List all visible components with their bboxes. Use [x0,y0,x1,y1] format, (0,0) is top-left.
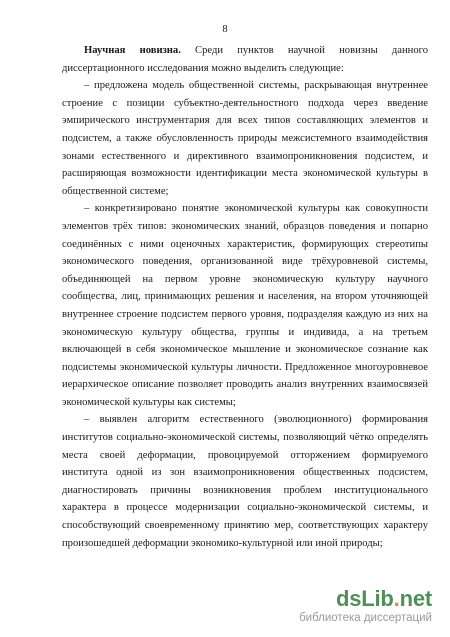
paragraph-intro [62,42,428,77]
dslib-logo: dsLib.net [336,586,432,611]
paragraph-novelty-3: – выявлен алгоритм естественного (эволюционного) формирования институтов социально-экономической системы, позволяющий чётко определять места своей деформации, провоцируемой отторжением формируемого института одной из зон взаимопроникновения общественных подсистем, диагностировать причины возникновения проблем институционального характера в процессе модернизации социально-экономической системы, и способствующий своевременному принятию мер, соответствующих характеру произошедшей деформации экономико-культурной или иной природы; [62,414,428,549]
paragraph-intro-text: Среди пунктов научной новизны данного диссертационного исследования можно выделить следующие: [62,45,428,74]
document-body [62,42,428,552]
page-number: 8 [222,24,228,35]
dslib-subtitle: библиотека диссертаций [299,612,432,624]
paragraph-novelty-2: – конкретизировано понятие экономической культуры как совокупности элементов трёх типов: экономических знаний, образцов поведения и попарно соединённых с ними оценочных характеристик, формирующих стереотипы экономического поведения, организованной виде трёхуровневой системы, объединяющей на первом уровне экономическую культуру научного сообщества, лиц, принимающих решения и населения, на втором уточняющей внутреннее строение подсистем первого уровня, подразделяя каждую из них на экономическую культуру общества, группы и индивида, а на третьем включающей в себя экономическое мышление и экономическое сознание как подсистемы экономической культуры личности. Предложенное многоуровневое иерархическое описание позволяет проводить анализ внутренних взаимосвязей экономической культуры как системы; [62,203,428,408]
dslib-watermark [282,588,432,625]
paragraph-novelty-1: – предложена модель общественной системы, раскрывающая внутреннее строение с позиции субъектно-деятельностного подхода через введение эмпирического инструментария для всех типов составляющих элементов и подсистем, а также обусловленность природы межсистемного взаимодействия зонами естественного и директивного взаимопроникновения подсистем, и расширяющая возможности идентификации места экономической культуры в общественной системе; [62,80,428,197]
section-heading: Научная новизна. [84,45,181,56]
